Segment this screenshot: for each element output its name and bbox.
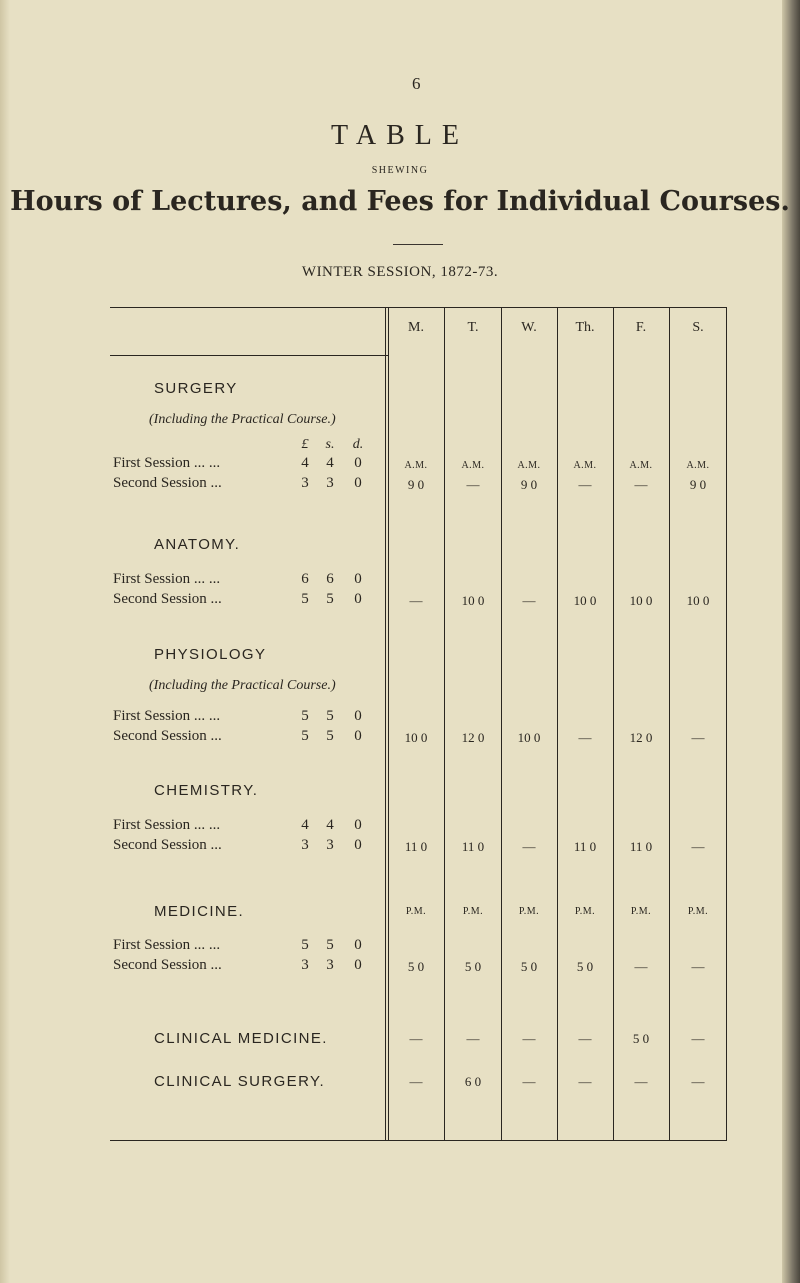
page-heading: Hours of Lectures, and Fees for Individual Courses. — [10, 186, 790, 217]
physiology-first-pence: 0 — [354, 708, 362, 724]
surgery-second-shillings: 3 — [326, 475, 334, 491]
clinical-medicine-hour-fri: 5 0 — [632, 1031, 650, 1046]
surgery-note: (Including the Practical Course.) — [149, 412, 336, 427]
column-rule-fri — [669, 307, 670, 1140]
physiology-hour-tue: 12 0 — [461, 730, 485, 745]
clinical-medicine-hour-tue: — — [466, 1031, 480, 1046]
clinical-medicine-hour-mon: — — [409, 1031, 423, 1046]
anatomy-second-pence: 0 — [354, 591, 362, 607]
anatomy-second-pounds: 5 — [301, 591, 309, 607]
anatomy-hour-sat: 10 0 — [686, 593, 710, 608]
surgery-hour-thu: — — [578, 477, 592, 492]
page-number: 6 — [412, 74, 421, 93]
column-rule-thu — [613, 307, 614, 1140]
medicine-pm-thu: P.M. — [574, 906, 596, 917]
surgery-second-pounds: 3 — [301, 475, 309, 491]
unit-pounds: £ — [301, 437, 309, 452]
column-rule-tue — [501, 307, 502, 1140]
chemistry-hour-sat: — — [691, 839, 705, 854]
physiology-first-pounds: 5 — [301, 708, 309, 724]
clinical-surgery-hour-fri: — — [634, 1074, 648, 1089]
physiology-first-shillings: 5 — [326, 708, 334, 724]
anatomy-first-session: First Session ... ... — [113, 571, 221, 587]
medicine-hour-fri: — — [634, 959, 648, 974]
surgery-first-shillings: 4 — [326, 455, 334, 471]
medicine-hour-tue: 5 0 — [464, 959, 482, 974]
surgery-am-fri: A.M. — [629, 460, 653, 471]
surgery-am-mon: A.M. — [404, 460, 428, 471]
chemistry-second-pounds: 3 — [301, 837, 309, 853]
clinical-surgery-hour-sat: — — [691, 1074, 705, 1089]
medicine-first-pounds: 5 — [301, 937, 309, 953]
header-saturday: S. — [692, 320, 704, 335]
anatomy-second-session: Second Session ... — [113, 591, 222, 607]
chemistry-first-session: First Session ... ... — [113, 817, 221, 833]
header-tuesday: T. — [467, 320, 479, 335]
medicine-pm-sat: P.M. — [687, 906, 709, 917]
table-top-rule — [110, 307, 727, 308]
chemistry-hour-thu: 11 0 — [573, 839, 597, 854]
table-bottom-rule — [110, 1140, 727, 1141]
clinical-medicine-hour-thu: — — [578, 1031, 592, 1046]
physiology-hour-mon: 10 0 — [404, 730, 428, 745]
column-rule-fees-2 — [385, 307, 386, 1140]
clinical-surgery-hour-mon: — — [409, 1074, 423, 1089]
chemistry-first-shillings: 4 — [326, 817, 334, 833]
table-header-rule — [110, 355, 388, 356]
surgery-am-sat: A.M. — [686, 460, 710, 471]
physiology-first-session: First Session ... ... — [113, 708, 221, 724]
page-subtitle: SHEWING — [371, 165, 429, 176]
medicine-pm-mon: P.M. — [405, 906, 427, 917]
medicine-hour-wed: 5 0 — [520, 959, 538, 974]
medicine-hour-sat: — — [691, 959, 705, 974]
chemistry-hour-fri: 11 0 — [629, 839, 653, 854]
chemistry-hour-mon: 11 0 — [404, 839, 428, 854]
section-clinical-medicine: CLINICAL MEDICINE. — [154, 1030, 328, 1047]
clinical-surgery-hour-tue: 6 0 — [464, 1074, 482, 1089]
surgery-hour-tue: — — [466, 477, 480, 492]
surgery-am-wed: A.M. — [517, 460, 541, 471]
medicine-pm-wed: P.M. — [518, 906, 540, 917]
anatomy-first-shillings: 6 — [326, 571, 334, 587]
unit-pence: d. — [352, 437, 364, 452]
section-medicine: MEDICINE. — [154, 903, 245, 920]
surgery-hour-mon: 9 0 — [407, 477, 425, 492]
chemistry-second-shillings: 3 — [326, 837, 334, 853]
header-friday: F. — [635, 320, 647, 335]
chemistry-first-pounds: 4 — [301, 817, 309, 833]
chemistry-second-session: Second Session ... — [113, 837, 222, 853]
physiology-note: (Including the Practical Course.) — [149, 678, 336, 693]
surgery-first-pence: 0 — [354, 455, 362, 471]
chemistry-first-pence: 0 — [354, 817, 362, 833]
anatomy-hour-thu: 10 0 — [573, 593, 597, 608]
medicine-second-pounds: 3 — [301, 957, 309, 973]
clinical-surgery-hour-thu: — — [578, 1074, 592, 1089]
column-rule-sat — [726, 307, 727, 1140]
medicine-second-pence: 0 — [354, 957, 362, 973]
physiology-second-pence: 0 — [354, 728, 362, 744]
medicine-first-shillings: 5 — [326, 937, 334, 953]
physiology-hour-wed: 10 0 — [517, 730, 541, 745]
physiology-hour-fri: 12 0 — [629, 730, 653, 745]
surgery-second-session: Second Session ... — [113, 475, 222, 491]
chemistry-hour-wed: — — [522, 839, 536, 854]
surgery-first-pounds: 4 — [301, 455, 309, 471]
medicine-pm-tue: P.M. — [462, 906, 484, 917]
physiology-second-shillings: 5 — [326, 728, 334, 744]
section-anatomy: ANATOMY. — [154, 536, 241, 553]
anatomy-hour-tue: 10 0 — [461, 593, 485, 608]
medicine-hour-mon: 5 0 — [407, 959, 425, 974]
anatomy-hour-wed: — — [522, 593, 536, 608]
header-wednesday: W. — [521, 320, 537, 335]
anatomy-first-pence: 0 — [354, 571, 362, 587]
physiology-hour-thu: — — [578, 730, 592, 745]
medicine-second-session: Second Session ... — [113, 957, 222, 973]
medicine-first-pence: 0 — [354, 937, 362, 953]
section-surgery: SURGERY — [154, 380, 238, 397]
surgery-hour-wed: 9 0 — [520, 477, 538, 492]
clinical-surgery-hour-wed: — — [522, 1074, 536, 1089]
anatomy-first-pounds: 6 — [301, 571, 309, 587]
surgery-first-session: First Session ... ... — [113, 455, 221, 471]
medicine-hour-thu: 5 0 — [576, 959, 594, 974]
medicine-pm-fri: P.M. — [630, 906, 652, 917]
physiology-hour-sat: — — [691, 730, 705, 745]
clinical-medicine-hour-sat: — — [691, 1031, 705, 1046]
clinical-medicine-hour-wed: — — [522, 1031, 536, 1046]
surgery-second-pence: 0 — [354, 475, 362, 491]
surgery-am-thu: A.M. — [573, 460, 597, 471]
anatomy-hour-mon: — — [409, 593, 423, 608]
section-physiology: PHYSIOLOGY — [154, 646, 267, 663]
medicine-second-shillings: 3 — [326, 957, 334, 973]
header-monday: M. — [408, 320, 424, 335]
physiology-second-pounds: 5 — [301, 728, 309, 744]
chemistry-second-pence: 0 — [354, 837, 362, 853]
session-title: WINTER SESSION, 1872-73. — [301, 264, 499, 280]
anatomy-second-shillings: 5 — [326, 591, 334, 607]
surgery-hour-sat: 9 0 — [689, 477, 707, 492]
header-thursday: Th. — [575, 320, 595, 335]
unit-shillings: s. — [325, 437, 335, 452]
surgery-am-tue: A.M. — [461, 460, 485, 471]
column-rule-mon — [444, 307, 445, 1140]
surgery-hour-fri: — — [634, 477, 648, 492]
ornament-rule — [393, 244, 443, 245]
section-chemistry: CHEMISTRY. — [154, 782, 259, 799]
anatomy-hour-fri: 10 0 — [629, 593, 653, 608]
section-clinical-surgery: CLINICAL SURGERY. — [154, 1073, 326, 1090]
chemistry-hour-tue: 11 0 — [461, 839, 485, 854]
page-title: TABLE — [331, 120, 469, 151]
column-rule-fees — [388, 307, 389, 1140]
column-rule-wed — [557, 307, 558, 1140]
physiology-second-session: Second Session ... — [113, 728, 222, 744]
medicine-first-session: First Session ... ... — [113, 937, 221, 953]
